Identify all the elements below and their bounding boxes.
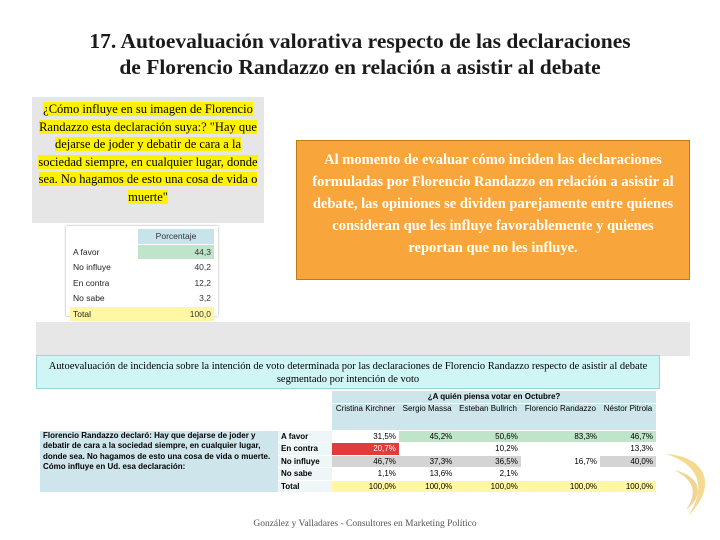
category-label: En contra xyxy=(278,443,332,456)
table-row xyxy=(70,291,214,307)
row-value: 100,0 xyxy=(138,306,214,322)
cell: 83,3% xyxy=(521,430,600,443)
cell: 50,6% xyxy=(455,430,521,443)
cell: 13,3% xyxy=(600,443,656,456)
row-value: 40,2 xyxy=(138,260,214,276)
conclusion-text: Al momento de evaluar cómo inciden las declaraciones formuladas por Florencio Randazzo en relación a asistir al debate, las opiniones se dividen parejamente entre quienes consideran que les influye favorablemente y quienes reportan que no les influye. xyxy=(312,152,674,256)
table-row xyxy=(40,430,656,443)
cell xyxy=(399,443,455,456)
decorative-swoosh-icon xyxy=(664,440,720,520)
table-row xyxy=(70,275,214,291)
column-header: Esteban Bullrich xyxy=(455,403,521,430)
cell: 16,7% xyxy=(521,455,600,468)
cell xyxy=(521,443,600,456)
cross-question: ¿A quién piensa votar en Octubre? xyxy=(332,391,656,403)
table-row-total xyxy=(70,306,214,322)
cell: 100,0% xyxy=(399,480,455,493)
table-row xyxy=(70,260,214,276)
summary-header: Porcentaje xyxy=(138,229,214,244)
grey-band xyxy=(36,322,690,356)
row-label: En contra xyxy=(70,275,138,291)
cell: 100,0% xyxy=(600,480,656,493)
slide-title xyxy=(20,28,700,80)
cell: 37,3% xyxy=(399,455,455,468)
cell: 1,1% xyxy=(332,468,399,481)
cell: 36,5% xyxy=(455,455,521,468)
cell: 10,2% xyxy=(455,443,521,456)
column-header: Néstor Pitrola xyxy=(600,403,656,430)
cell xyxy=(600,468,656,481)
cell xyxy=(521,468,600,481)
category-label: Total xyxy=(278,480,332,493)
cell: 100,0% xyxy=(455,480,521,493)
cell: 46,7% xyxy=(332,455,399,468)
cell: 13,6% xyxy=(399,468,455,481)
cell: 100,0% xyxy=(521,480,600,493)
row-label: Total xyxy=(70,306,138,322)
table-row xyxy=(70,244,214,260)
question-highlight: ¿Cómo influye en su imagen de Florencio Randazzo esta declaración suya:? "Hay que dejarse de joder y debatir de cara a la sociedad siempre, en cualquier lugar, donde sea. No hagamos de esto una cosa de vida o muerte" xyxy=(38,102,258,204)
chart-heading: Autoevaluación de incidencia sobre la intención de voto determinada por las declaraciones de Florencio Randazzo respecto de asistir al debate segmentado por intención de voto xyxy=(36,355,660,389)
title-line-1: 17. Autoevaluación valorativa respecto de las declaraciones xyxy=(89,29,631,53)
cell: 40,0% xyxy=(600,455,656,468)
footer-credit: González y Valladares - Consultores en Marketing Político xyxy=(253,519,477,529)
row-value: 44,3 xyxy=(138,244,214,260)
column-header: Sergio Massa xyxy=(399,403,455,430)
cell: 20,7% xyxy=(332,443,399,456)
category-label: No influye xyxy=(278,455,332,468)
row-label: No sabe xyxy=(70,291,138,307)
category-label: A favor xyxy=(278,430,332,443)
summary-table xyxy=(66,226,218,319)
question-text xyxy=(36,101,260,206)
cell: 31,5% xyxy=(332,430,399,443)
cell: 100,0% xyxy=(332,480,399,493)
cell: 45,2% xyxy=(399,430,455,443)
cross-corner-2 xyxy=(40,403,332,430)
summary-corner xyxy=(70,229,138,244)
cross-table xyxy=(38,389,658,512)
title-line-2: de Florencio Randazzo en relación a asistir al debate xyxy=(119,55,601,79)
cross-corner xyxy=(40,391,332,403)
column-header: Florencio Randazzo xyxy=(521,403,600,430)
row-value: 3,2 xyxy=(138,291,214,307)
category-label: No sabe xyxy=(278,468,332,481)
row-label: A favor xyxy=(70,244,138,260)
conclusion-box xyxy=(296,140,690,280)
row-value: 12,2 xyxy=(138,275,214,291)
cross-row-label: Florencio Randazzo declaró: Hay que dejarse de joder y debatir de cara a la sociedad siempre, en cualquier lugar, donde sea. No hagamos de esto una cosa de vida o muerte. Cómo influye en Ud. esa declaración: xyxy=(40,430,278,493)
row-label: No influye xyxy=(70,260,138,276)
cell: 46,7% xyxy=(600,430,656,443)
column-header: Cristina Kirchner xyxy=(332,403,399,430)
cell: 2,1% xyxy=(455,468,521,481)
